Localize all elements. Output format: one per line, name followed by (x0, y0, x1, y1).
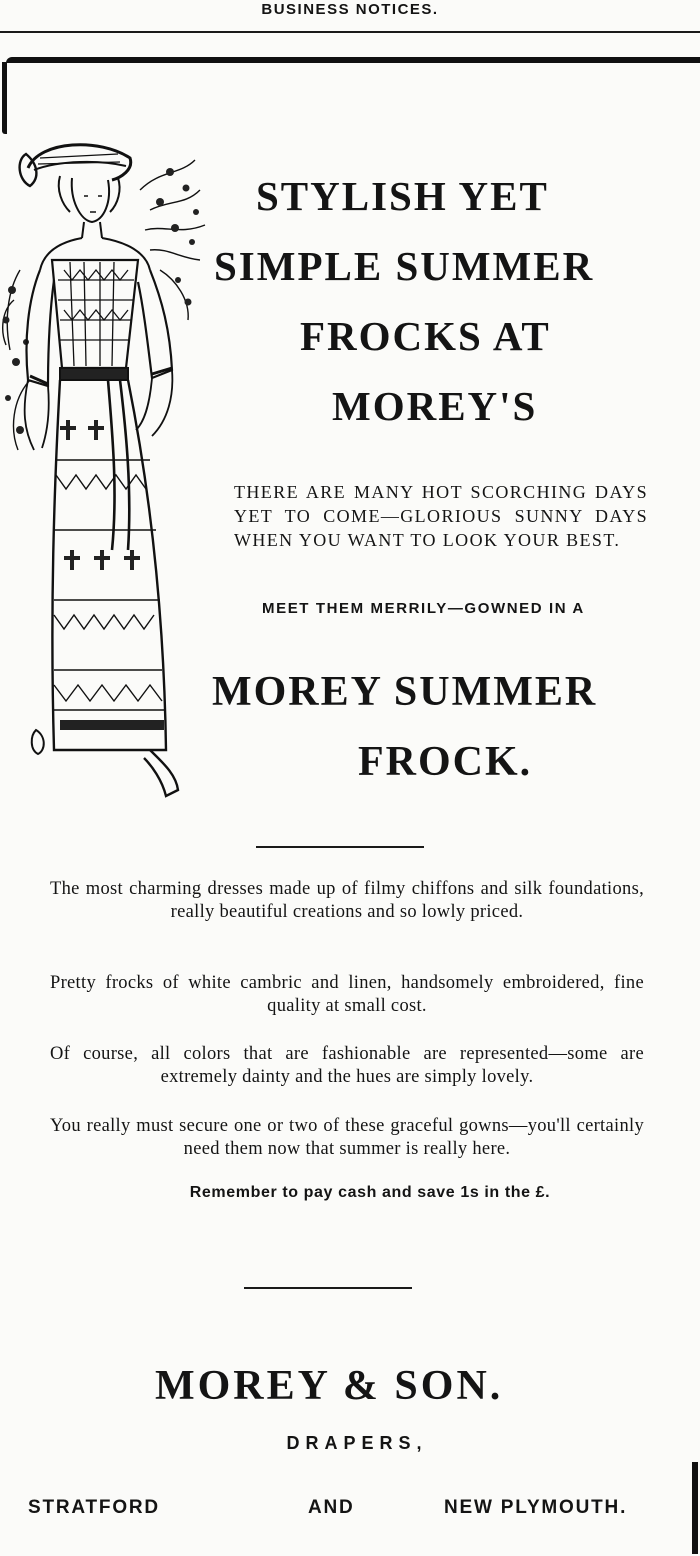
trade-label: DRAPERS, (286, 1433, 428, 1453)
headline-line-3: FROCKS AT (300, 313, 551, 359)
woman-in-summer-frock-illustration (0, 130, 212, 810)
firm-name: MOREY & SON. (155, 1363, 504, 1409)
tagline: MEET THEM MERRILY—GOWNED IN A (262, 600, 585, 617)
section-title: BUSINESS NOTICES. (261, 1, 439, 18)
headline-line-2: SIMPLE SUMMER (214, 243, 595, 289)
intro-paragraph: THERE ARE MANY HOT SCORCHING DAYS YET TO COME—GLORIOUS SUNNY DAYS WHEN YOU WANT TO LOOK YOUR BEST. (234, 482, 648, 550)
body-paragraph-1: The most charming dresses made up of filmy chiffons and silk foundations, really beautiful creations and so lowly priced. (50, 879, 644, 922)
headline-line-4: MOREY'S (332, 383, 538, 429)
cash-reminder: Remember to pay cash and save 1s in the £. (189, 1184, 551, 1201)
divider-lower (244, 1287, 412, 1289)
body-paragraph-4: You really must secure one or two of these graceful gowns—you'll certainly need them now that summer is really here. (50, 1116, 644, 1159)
town-stratford: STRATFORD (28, 1497, 160, 1518)
product-line-2: FROCK. (358, 739, 533, 785)
frame-right-border (692, 1462, 698, 1554)
divider-upper (256, 846, 424, 848)
body-paragraph-3: Of course, all colors that are fashionable are represented—some are extremely dainty and the hues are simply lovely. (50, 1044, 644, 1087)
frame-top-border (6, 57, 700, 63)
frame-left-border (2, 62, 7, 134)
headline-line-1: STYLISH YET (256, 173, 549, 219)
conjunction-and: AND (308, 1497, 355, 1518)
product-line-1: MOREY SUMMER (212, 669, 598, 715)
body-paragraph-2: Pretty frocks of white cambric and linen, handsomely embroidered, fine quality at small cost. (50, 973, 644, 1016)
header-rule (0, 31, 700, 33)
town-new-plymouth: NEW PLYMOUTH. (444, 1497, 628, 1518)
